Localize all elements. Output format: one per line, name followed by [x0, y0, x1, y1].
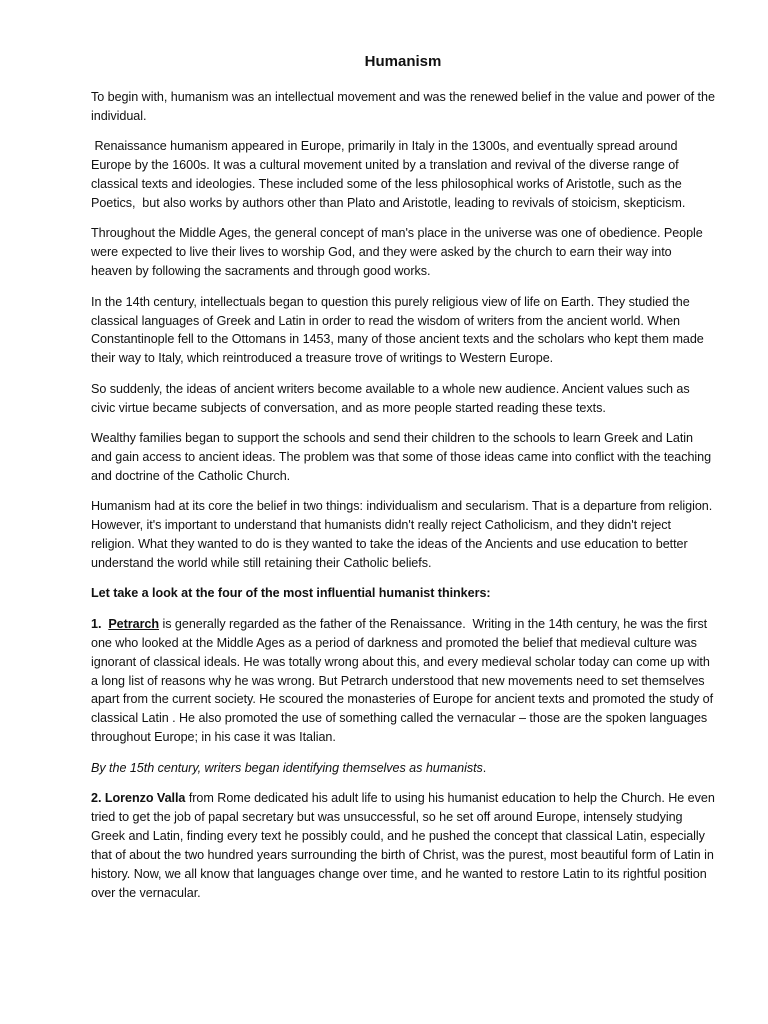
paragraph-wealthy-families: Wealthy families began to support the schools and send their children to the schools to learn Greek and Latin and gain access to ancient ideas. The problem was that some of those ideas came into conflict with the teaching and doctrine of the Catholic Church. — [91, 431, 712, 483]
lorenzo-valla-name: 2. Lorenzo Valla — [91, 791, 186, 806]
paragraph-intro: To begin with, humanism was an intellectual movement and was the renewed belief in the value and power of the individual. — [91, 90, 715, 123]
document-title: Humanism — [364, 53, 442, 70]
petrarch-name: Petrarch — [108, 616, 160, 631]
paragraph-middle-ages: Throughout the Middle Ages, the general concept of man's place in the universe was one of obedience. People were expected to live their lives to worship God, and they were asked by the church to earn their way into heaven by following the sacraments and through good works. — [91, 226, 703, 279]
section-heading-thinkers: Let take a look at the four of the most influential humanist thinkers: — [91, 586, 491, 601]
petrarch-text: is generally regarded as the father of the Renaissance. Writing in the 14th century, he was the first one who looked at the Middle Ages as a period of darkness and promoted the belief that medieval culture was ignorant of classical ideals. He was totally wrong about this, and every medieval scholar today can come up with a long list of reasons why he was wrong. But Petrarch understood that new movements need to set themselves apart from the current society. He scoured the monasteries of Europe for ancient texts and promoted the study of classical Latin . He also promoted the use of something called the vernacular – those are the spoken languages throughout Europe; in his case it was Italian. — [91, 616, 717, 745]
italic-note-text: By the 15th century, writers began identifying themselves as humanists — [91, 760, 483, 775]
item-number-1: 1. — [91, 616, 109, 631]
paragraph-renaissance-humanism: Renaissance humanism appeared in Europe, primarily in Italy in the 1300s, and eventually spread around Europe by the 1600s. It was a cultural movement united by a translation and revival of the diverse range of classical texts and ideologies. These included some of the less philosophical works of Aristotle, such as the Poetics, but also works by authors other than Plato and Aristotle, leading to revivals of stoicism, skepticism. — [91, 139, 686, 211]
paragraph-ancient-writers: So suddenly, the ideas of ancient writers become available to a whole new audience. Ancient values such as civic virtue became subjects of conversation, and as more people started reading these texts. — [91, 381, 690, 415]
document-page — [91, 52, 715, 914]
italic-note-period: . — [482, 760, 487, 775]
lorenzo-valla-text: from Rome dedicated his adult life to using his humanist education to help the Church. He even tried to get the job of papal secretary but was unsuccessful, so he set off around Europe, intensely studying Greek and Latin, finding every text he possibly could, and he pushed the concept that classical Latin, especially that of about the two hundred years surrounding the birth of Christ, was the purest, most beautiful form of Latin in history. Now, we all know that languages change over time, and he wanted to restore Latin to its rightful position over the vernacular. — [91, 791, 715, 900]
paragraph-humanism-core: Humanism had at its core the belief in two things: individualism and secularism. That is a departure from religion. However, it's important to understand that humanists didn't really reject Catholicism, and they didn't reject religion. What they wanted to do is they wanted to take the ideas of the Ancients and use education to better understand the world while still retaining their Catholic beliefs. — [91, 499, 713, 571]
list-item-lorenzo-valla — [91, 789, 715, 902]
paragraph-14th-century: In the 14th century, intellectuals began to question this purely religious view of life on Earth. They studied the classical languages of Greek and Latin in order to read the wisdom of writers from the ancient world. When Constantinople fell to the Ottomans in 1453, many of those ancient texts and the scholars who kept them made their way to Italy, which reintroduced a treasure trove of writings to Western Europe. — [91, 294, 704, 366]
italic-note — [91, 759, 715, 778]
list-item-petrarch — [91, 615, 715, 747]
